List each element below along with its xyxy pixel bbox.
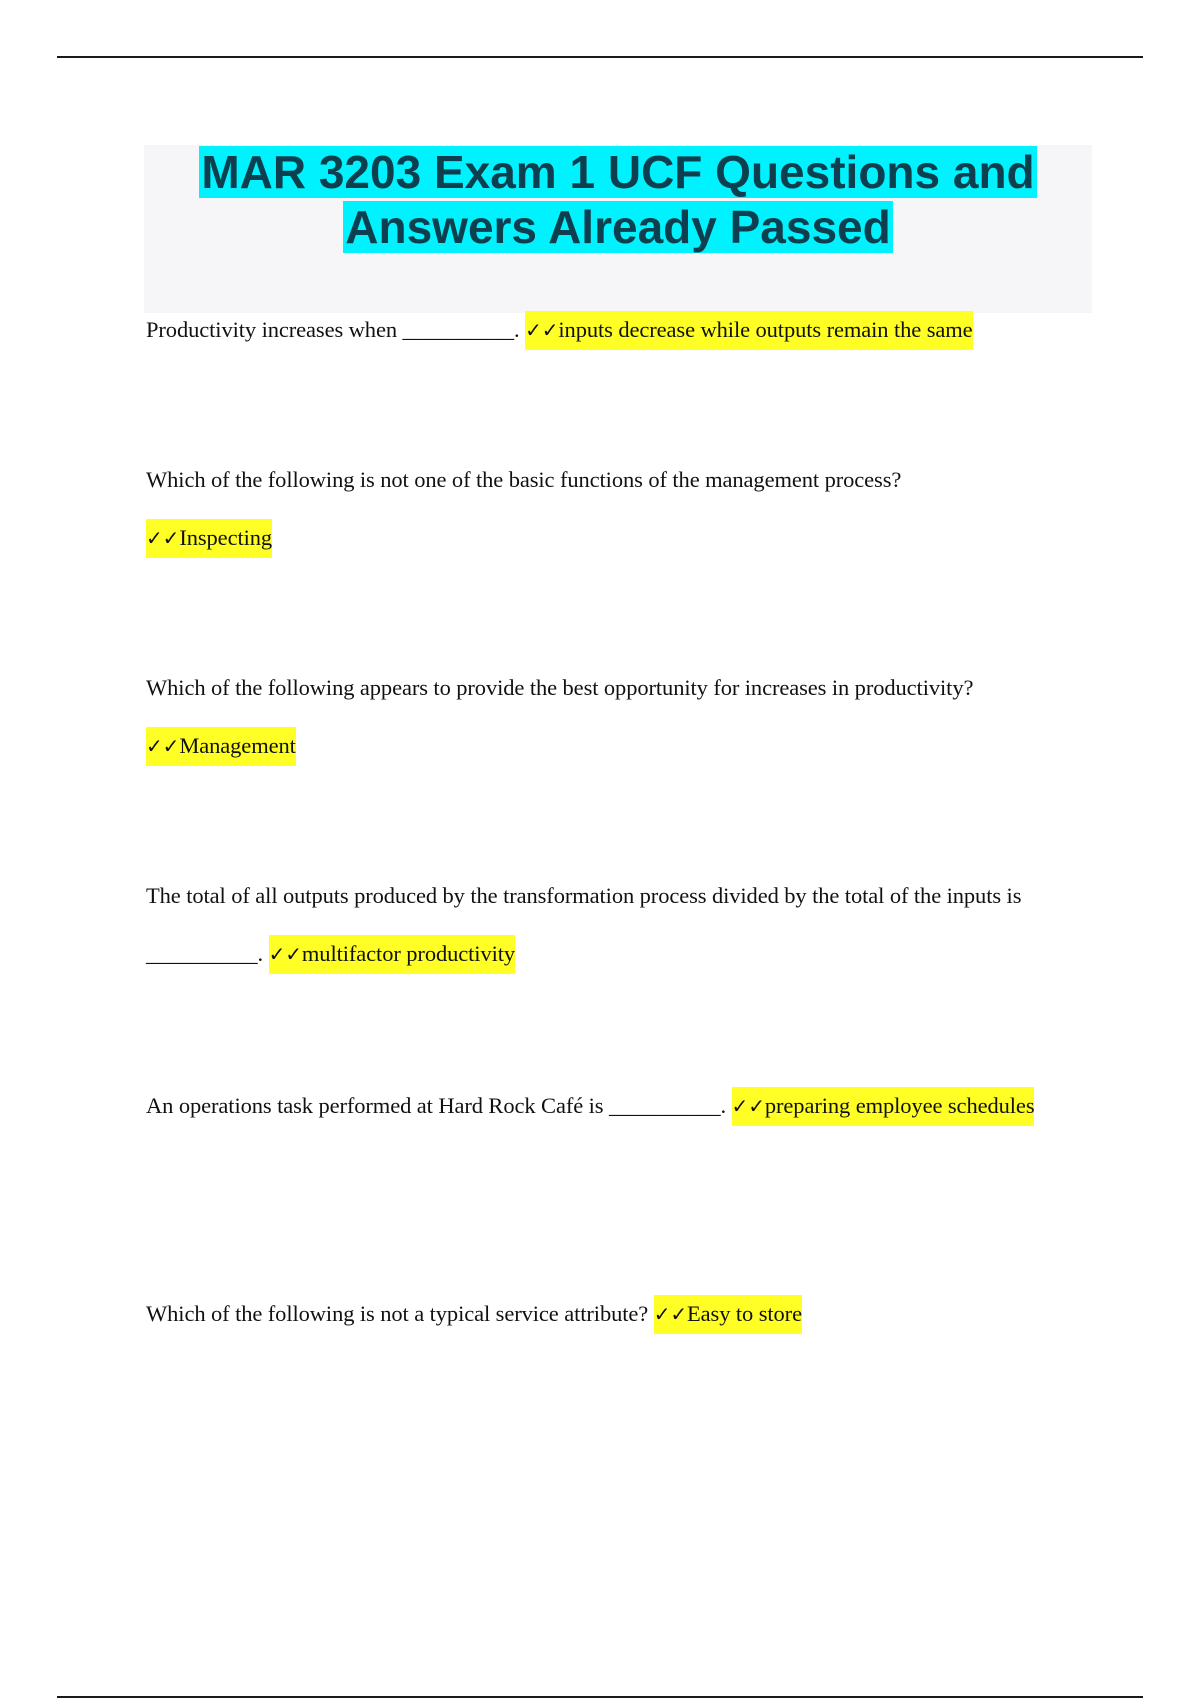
double-check-icon: ✓✓	[146, 526, 180, 550]
answer-text: Easy to store	[687, 1301, 802, 1326]
question-text: Which of the following appears to provide the best opportunity for increases in productivity?	[146, 675, 974, 700]
question-text: Productivity increases when __________.	[146, 317, 520, 342]
answer-text: multifactor productivity	[301, 941, 516, 966]
answer-text: inputs decrease while outputs remain the same	[558, 317, 973, 342]
answer-highlight	[269, 935, 516, 974]
qa-item-6	[146, 1285, 1086, 1343]
double-check-icon: ✓✓	[731, 1094, 765, 1118]
qa-item-5	[146, 1077, 1046, 1135]
qa-item-3	[146, 659, 1086, 775]
answer-text: Management	[179, 733, 296, 758]
qa-item-1	[146, 301, 1086, 359]
top-rule	[57, 56, 1143, 58]
question-text: An operations task performed at Hard Rock Café is __________.	[146, 1093, 727, 1118]
qa-item-4	[146, 867, 1086, 983]
question-text: Which of the following is not a typical service attribute?	[146, 1301, 649, 1326]
answer-highlight	[732, 1087, 1035, 1126]
answer-highlight	[146, 727, 296, 766]
bottom-rule	[57, 1696, 1143, 1698]
answer-text: preparing employee schedules	[764, 1093, 1035, 1118]
question-text: The total of all outputs produced by the transformation process divided by the total of the inputs is __________.	[146, 883, 1022, 966]
answer-highlight	[525, 311, 972, 350]
answer-highlight	[654, 1295, 802, 1334]
qa-item-2	[146, 451, 1086, 567]
answer-highlight	[146, 519, 272, 558]
question-text: Which of the following is not one of the basic functions of the management process?	[146, 467, 902, 492]
answer-text: Inspecting	[179, 525, 273, 550]
double-check-icon: ✓✓	[268, 942, 302, 966]
document-title-text: MAR 3203 Exam 1 UCF Questions and Answers Already Passed	[201, 146, 1035, 253]
double-check-icon: ✓✓	[525, 318, 559, 342]
double-check-icon: ✓✓	[146, 734, 180, 758]
document-title	[144, 145, 1092, 255]
double-check-icon: ✓✓	[653, 1302, 688, 1326]
